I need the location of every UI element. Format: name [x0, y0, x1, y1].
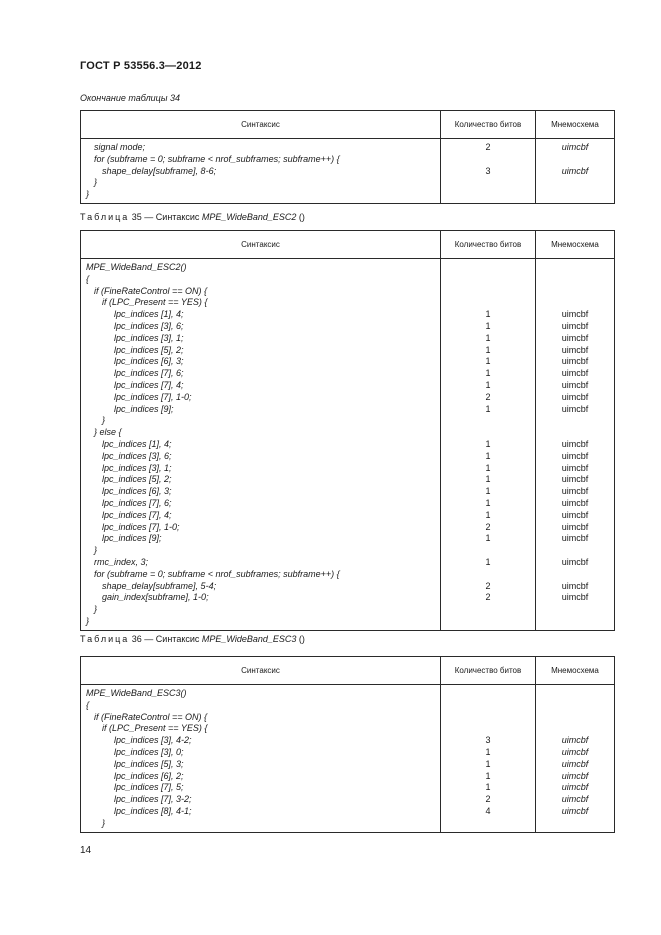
- caption-tail: (): [296, 634, 305, 644]
- page-number: 14: [80, 845, 92, 856]
- syntax-line: }: [102, 415, 106, 426]
- bits-value: [441, 604, 535, 616]
- syntax-line: if (FineRateControl == ON) {: [94, 711, 208, 722]
- syntax-line: lpc_indices [5], 3;: [114, 758, 184, 769]
- bits-value: 1: [485, 486, 491, 497]
- mnemonic-value: uimcbf: [561, 379, 589, 390]
- mnemonic-value: uimcbf: [561, 438, 589, 449]
- syntax-line: lpc_indices [3], 6;: [114, 320, 184, 331]
- mnemonic-value: [536, 688, 614, 700]
- bits-header: Количество битов: [441, 231, 536, 259]
- bits-value: [441, 569, 535, 581]
- syntax-line: shape_delay[subframe], 8-6;: [102, 165, 217, 176]
- bits-value: 1: [485, 403, 491, 414]
- bits-value: [441, 262, 535, 274]
- syntax-line: MPE_WideBand_ESC2(): [86, 262, 187, 272]
- mnemonic-value: uimcbf: [561, 403, 589, 414]
- bits-value: 1: [485, 556, 491, 567]
- mnemonic-cell: [536, 259, 615, 631]
- bits-value: 2: [485, 580, 491, 591]
- mnemonic-value: uimcbf: [561, 509, 589, 520]
- mnemonic-value: uimcbf: [561, 592, 589, 603]
- syntax-line: lpc_indices [7], 6;: [114, 368, 184, 379]
- bits-value: 1: [485, 746, 491, 757]
- mnemonic-value: uimcbf: [561, 782, 589, 793]
- bits-value: 3: [485, 165, 491, 176]
- bits-value: [441, 274, 535, 286]
- mnemonic-value: [536, 700, 614, 712]
- bits-header: Количество битов: [441, 657, 536, 685]
- bits-value: 2: [485, 142, 491, 152]
- bits-cell: [441, 259, 536, 631]
- mnemonic-value: [536, 712, 614, 724]
- bits-value: [441, 415, 535, 427]
- syntax-header: Синтаксис: [81, 231, 441, 259]
- mnemonic-value: [536, 569, 614, 581]
- syntax-line: lpc_indices [6], 3;: [114, 356, 184, 367]
- bits-value: [441, 545, 535, 557]
- syntax-line: lpc_indices [5], 2;: [114, 344, 184, 355]
- bits-value: 1: [485, 758, 491, 769]
- syntax-line: {: [86, 699, 90, 710]
- bits-value: [441, 297, 535, 309]
- bits-value: 1: [485, 379, 491, 390]
- bits-cell: [441, 139, 536, 204]
- bits-value: 1: [485, 782, 491, 793]
- mnemonic-value: [536, 415, 614, 427]
- bits-value: 1: [485, 368, 491, 379]
- caption-label: Таблица: [80, 212, 130, 222]
- bits-value: 1: [485, 356, 491, 367]
- caption-identifier: MPE_WideBand_ESC2: [201, 212, 297, 222]
- syntax-line: lpc_indices [3], 0;: [114, 746, 184, 757]
- syntax-line: if (LPC_Present == YES) {: [102, 723, 208, 734]
- bits-value: 1: [485, 474, 491, 485]
- bits-value: 1: [485, 509, 491, 520]
- bits-value: 1: [485, 332, 491, 343]
- mnemonic-value: [536, 616, 614, 628]
- mnemonic-cell: [536, 685, 615, 833]
- syntax-line: lpc_indices [6], 3;: [102, 486, 172, 497]
- mnemonic-header: Мнемосхема: [536, 111, 615, 139]
- caption-tail: (): [296, 212, 305, 222]
- syntax-line: }: [86, 615, 90, 626]
- mnemonic-value: uimcbf: [561, 165, 589, 176]
- syntax-line: lpc_indices [1], 4;: [102, 438, 172, 449]
- mnemonic-value: uimcbf: [561, 758, 589, 769]
- syntax-cell: [81, 685, 441, 833]
- mnemonic-value: uimcbf: [561, 533, 589, 544]
- mnemonic-value: [536, 818, 614, 830]
- syntax-line: lpc_indices [7], 1-0;: [114, 391, 192, 402]
- mnemonic-value: uimcbf: [561, 356, 589, 367]
- mnemonic-value: uimcbf: [561, 309, 589, 320]
- bits-value: [441, 688, 535, 700]
- table-36-caption: [80, 634, 305, 644]
- bits-value: 2: [485, 794, 491, 805]
- mnemonic-value: uimcbf: [561, 486, 589, 497]
- caption-label: Таблица: [80, 634, 130, 644]
- syntax-line: }: [102, 817, 106, 828]
- mnemonic-value: uimcbf: [561, 521, 589, 532]
- syntax-line: } else {: [94, 427, 122, 438]
- bits-value: 1: [485, 450, 491, 461]
- mnemonic-cell: [536, 139, 615, 204]
- mnemonic-value: [536, 297, 614, 309]
- mnemonic-value: uimcbf: [561, 556, 589, 567]
- mnemonic-value: [536, 154, 614, 166]
- bits-value: 1: [485, 309, 491, 320]
- bits-value: [441, 154, 535, 166]
- syntax-line: lpc_indices [9];: [102, 533, 162, 544]
- bits-value: 2: [485, 391, 491, 402]
- table-35-caption: [80, 212, 305, 222]
- bits-cell: [441, 685, 536, 833]
- syntax-line: for (subframe = 0; subframe < nrof_subframes; subframe++) {: [94, 153, 340, 164]
- bits-value: 1: [485, 770, 491, 781]
- bits-value: 2: [485, 521, 491, 532]
- mnemonic-value: [536, 274, 614, 286]
- bits-value: [441, 286, 535, 298]
- mnemonic-value: uimcbf: [561, 735, 589, 746]
- syntax-line: shape_delay[subframe], 5-4;: [102, 580, 217, 591]
- syntax-line: gain_index[subframe], 1-0;: [102, 592, 209, 603]
- mnemonic-value: uimcbf: [561, 474, 589, 485]
- syntax-line: signal mode;: [94, 142, 146, 152]
- syntax-line: lpc_indices [3], 1;: [114, 332, 184, 343]
- bits-value: 3: [485, 735, 491, 746]
- syntax-line: lpc_indices [1], 4;: [114, 309, 184, 320]
- mnemonic-value: [536, 427, 614, 439]
- mnemonic-value: uimcbf: [561, 746, 589, 757]
- mnemonic-value: uimcbf: [561, 770, 589, 781]
- mnemonic-value: [536, 262, 614, 274]
- bits-value: 1: [485, 462, 491, 473]
- mnemonic-value: uimcbf: [561, 142, 589, 152]
- mnemonic-value: [536, 177, 614, 189]
- mnemonic-value: uimcbf: [561, 450, 589, 461]
- syntax-table-34: [80, 110, 615, 204]
- mnemonic-value: [536, 286, 614, 298]
- syntax-line: }: [94, 604, 98, 615]
- syntax-line: {: [86, 273, 90, 284]
- mnemonic-value: uimcbf: [561, 805, 589, 816]
- mnemonic-value: uimcbf: [561, 462, 589, 473]
- syntax-line: lpc_indices [3], 4-2;: [114, 735, 192, 746]
- mnemonic-value: uimcbf: [561, 368, 589, 379]
- caption-text: 36 — Синтаксис: [129, 634, 202, 644]
- mnemonic-value: uimcbf: [561, 391, 589, 402]
- bits-value: 1: [485, 320, 491, 331]
- syntax-line: lpc_indices [7], 4;: [102, 509, 172, 520]
- syntax-line: rmc_index, 3;: [94, 556, 149, 567]
- mnemonic-value: uimcbf: [561, 794, 589, 805]
- mnemonic-value: [536, 189, 614, 201]
- mnemonic-value: [536, 723, 614, 735]
- bits-value: 4: [485, 805, 491, 816]
- bits-value: 1: [485, 533, 491, 544]
- syntax-line: lpc_indices [7], 5;: [114, 782, 184, 793]
- syntax-line: lpc_indices [5], 2;: [102, 474, 172, 485]
- bits-value: [441, 723, 535, 735]
- table-34-continuation-caption: Окончание таблицы 34: [80, 93, 180, 103]
- syntax-table-36: [80, 656, 615, 833]
- syntax-line: lpc_indices [3], 1;: [102, 462, 172, 473]
- caption-identifier: MPE_WideBand_ESC3: [201, 634, 297, 644]
- bits-value: 2: [485, 592, 491, 603]
- mnemonic-value: [536, 545, 614, 557]
- syntax-line: lpc_indices [7], 3-2;: [114, 794, 192, 805]
- mnemonic-header: Мнемосхема: [536, 231, 615, 259]
- syntax-header: Синтаксис: [81, 111, 441, 139]
- caption-text: 35 — Синтаксис: [129, 212, 202, 222]
- syntax-table-35: [80, 230, 615, 631]
- mnemonic-value: uimcbf: [561, 320, 589, 331]
- bits-value: [441, 712, 535, 724]
- mnemonic-value: uimcbf: [561, 497, 589, 508]
- bits-value: [441, 616, 535, 628]
- syntax-header: Синтаксис: [81, 657, 441, 685]
- syntax-line: lpc_indices [6], 2;: [114, 770, 184, 781]
- syntax-line: lpc_indices [7], 1-0;: [102, 521, 180, 532]
- bits-value: [441, 189, 535, 201]
- bits-value: [441, 427, 535, 439]
- syntax-line: MPE_WideBand_ESC3(): [86, 688, 187, 698]
- mnemonic-value: uimcbf: [561, 580, 589, 591]
- bits-header: Количество битов: [441, 111, 536, 139]
- mnemonic-value: uimcbf: [561, 332, 589, 343]
- syntax-line: lpc_indices [7], 4;: [114, 379, 184, 390]
- bits-value: 1: [485, 344, 491, 355]
- syntax-line: if (LPC_Present == YES) {: [102, 297, 208, 308]
- syntax-line: }: [94, 177, 98, 188]
- syntax-line: lpc_indices [7], 6;: [102, 497, 172, 508]
- syntax-cell: [81, 139, 441, 204]
- bits-value: [441, 700, 535, 712]
- document-title: ГОСТ Р 53556.3—2012: [80, 60, 202, 72]
- mnemonic-value: [536, 604, 614, 616]
- bits-value: [441, 818, 535, 830]
- syntax-line: }: [86, 189, 90, 200]
- syntax-line: for (subframe = 0; subframe < nrof_subframes; subframe++) {: [94, 568, 340, 579]
- syntax-line: if (FineRateControl == ON) {: [94, 285, 208, 296]
- mnemonic-value: uimcbf: [561, 344, 589, 355]
- syntax-line: }: [94, 545, 98, 556]
- syntax-cell: [81, 259, 441, 631]
- bits-value: 1: [485, 497, 491, 508]
- syntax-line: lpc_indices [8], 4-1;: [114, 805, 192, 816]
- bits-value: 1: [485, 438, 491, 449]
- mnemonic-header: Мнемосхема: [536, 657, 615, 685]
- syntax-line: lpc_indices [3], 6;: [102, 450, 172, 461]
- syntax-line: lpc_indices [9];: [114, 403, 174, 414]
- bits-value: [441, 177, 535, 189]
